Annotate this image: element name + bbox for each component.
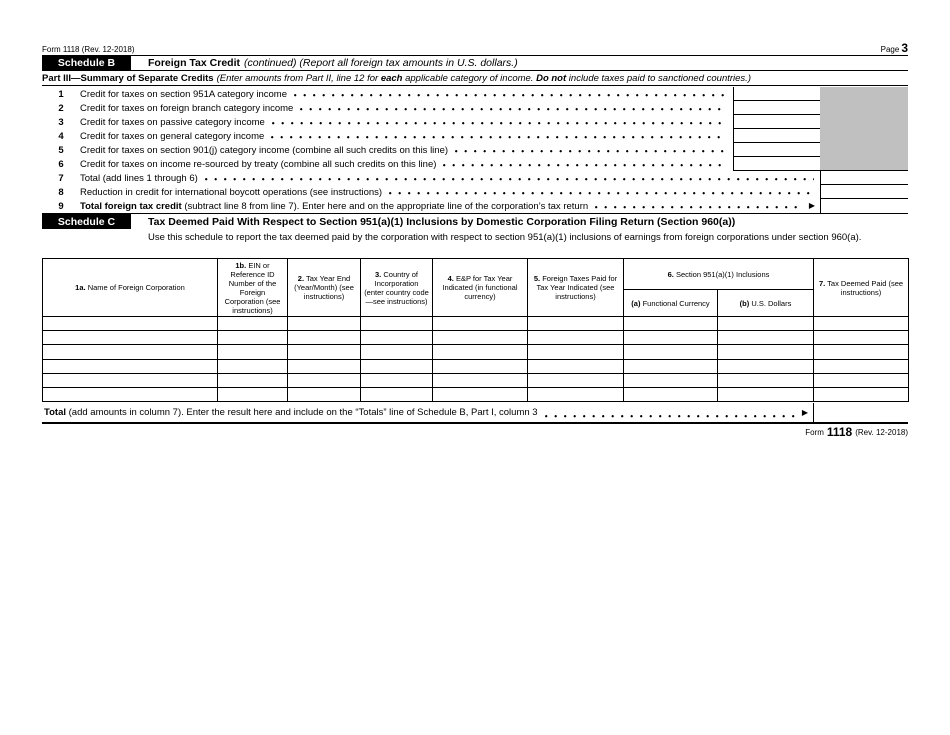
schedule-c-header — [42, 213, 908, 229]
line-number: 7 — [58, 172, 64, 184]
table-cell[interactable] — [288, 345, 361, 359]
page-word: Page — [880, 45, 900, 54]
table-cell[interactable] — [814, 317, 909, 331]
footer-form-word: Form — [805, 428, 824, 437]
line-6-amount-field[interactable] — [733, 157, 820, 171]
schedule-c-title — [131, 214, 735, 229]
line-5-amount-field[interactable] — [733, 143, 820, 157]
table-cell[interactable] — [433, 331, 528, 345]
table-cell[interactable] — [624, 373, 718, 387]
line-1-row — [42, 87, 908, 101]
schedule-c-total-row — [42, 403, 908, 424]
col-header-country-of-incorporation: 3. Country of Incorporation (enter country code—see instructions) — [361, 259, 433, 317]
line-1-amount-field[interactable] — [733, 87, 820, 101]
table-cell[interactable] — [624, 317, 718, 331]
table-row — [43, 373, 909, 387]
table-cell[interactable] — [624, 359, 718, 373]
table-cell[interactable] — [361, 359, 433, 373]
dotted-leader — [294, 94, 727, 97]
table-cell[interactable] — [433, 387, 528, 401]
schedule-b-bar: Schedule B — [42, 56, 131, 70]
table-cell[interactable] — [814, 345, 909, 359]
table-cell[interactable] — [624, 331, 718, 345]
total-amount-field[interactable] — [813, 403, 908, 422]
line-number: 6 — [58, 158, 64, 170]
table-cell[interactable] — [528, 387, 624, 401]
table-cell[interactable] — [218, 387, 288, 401]
table-row — [43, 331, 909, 345]
table-cell[interactable] — [288, 331, 361, 345]
schedule-b-lines — [42, 87, 908, 213]
right-arrow-icon: ▶ — [801, 407, 808, 417]
line-number: 1 — [58, 88, 64, 100]
table-cell[interactable] — [433, 317, 528, 331]
col-header-name-of-foreign-corporation: 1a. Name of Foreign Corporation — [43, 259, 218, 317]
col-header-us-dollars: (b) U.S. Dollars — [718, 290, 814, 317]
table-cell[interactable] — [43, 373, 218, 387]
table-cell[interactable] — [433, 373, 528, 387]
dotted-leader — [300, 108, 727, 111]
col-header-functional-currency: (a) Functional Currency — [624, 290, 718, 317]
line-label: Credit for taxes on section 901(j) category income (combine all such credits on this line) — [80, 144, 449, 156]
table-cell[interactable] — [43, 331, 218, 345]
dotted-leader — [271, 136, 727, 139]
line-3-row — [42, 115, 908, 129]
dotted-leader — [545, 415, 796, 418]
dotted-leader — [595, 206, 803, 209]
table-cell[interactable] — [528, 373, 624, 387]
table-cell[interactable] — [814, 359, 909, 373]
page-footer — [805, 427, 908, 437]
line-5-row — [42, 143, 908, 157]
table-row — [43, 387, 909, 401]
line-4-amount-field[interactable] — [733, 129, 820, 143]
page-number — [881, 43, 908, 54]
dotted-leader — [205, 178, 814, 181]
table-cell[interactable] — [361, 373, 433, 387]
schedule-b-title-text: Foreign Tax Credit — [148, 57, 240, 69]
line-8-row — [42, 185, 908, 199]
line-label: Total foreign tax credit (subtract line 8 from line 7). Enter here and on the appropriate line of the corporation’s tax return — [80, 200, 589, 212]
table-cell[interactable] — [718, 331, 814, 345]
dotted-leader — [272, 122, 727, 125]
footer-revision: (Rev. 12-2018) — [855, 428, 908, 437]
table-cell[interactable] — [361, 345, 433, 359]
line-label: Credit for taxes on foreign branch category income — [80, 102, 294, 114]
form-revision-reference: Form 1118 (Rev. 12-2018) — [42, 45, 135, 54]
table-cell[interactable] — [288, 387, 361, 401]
schedule-c-table-body — [43, 317, 909, 402]
table-cell[interactable] — [218, 317, 288, 331]
table-cell[interactable] — [433, 359, 528, 373]
col-header-foreign-taxes-paid: 5. Foreign Taxes Paid for Tax Year Indicated (see instructions) — [528, 259, 624, 317]
line-number: 8 — [58, 186, 64, 198]
line-label: Total (add lines 1 through 6) — [80, 172, 198, 184]
line-number: 3 — [58, 116, 64, 128]
table-row — [43, 345, 909, 359]
dotted-leader — [443, 164, 727, 167]
line-number: 9 — [58, 200, 64, 212]
col-header-ein-reference-id: 1b. EIN or Reference ID Number of the Foreign Corporation (see instructions) — [218, 259, 288, 317]
table-cell[interactable] — [528, 331, 624, 345]
line-2-amount-field[interactable] — [733, 101, 820, 115]
table-cell[interactable] — [528, 317, 624, 331]
line-7-amount-field[interactable] — [820, 171, 908, 185]
right-arrow-icon: ▶ — [808, 201, 815, 211]
schedule-c-instructions: Use this schedule to report the tax deemed paid by the corporation with respect to section 951(a)(1) inclusions of earnings from foreign corporations under section 960(a). — [148, 232, 862, 243]
table-cell[interactable] — [218, 331, 288, 345]
table-cell[interactable] — [218, 373, 288, 387]
table-cell[interactable] — [288, 317, 361, 331]
table-cell[interactable] — [718, 317, 814, 331]
schedule-c-bar: Schedule C — [42, 214, 131, 229]
table-cell[interactable] — [361, 331, 433, 345]
table-cell[interactable] — [288, 359, 361, 373]
table-cell[interactable] — [288, 373, 361, 387]
table-cell[interactable] — [528, 359, 624, 373]
table-cell[interactable] — [718, 373, 814, 387]
line-label: Credit for taxes on income re-sourced by treaty (combine all such credits on this line) — [80, 158, 437, 170]
table-cell[interactable] — [718, 359, 814, 373]
table-cell[interactable] — [218, 345, 288, 359]
table-cell[interactable] — [43, 317, 218, 331]
part-iii-note: (Enter amounts from Part II, line 12 for each applicable category of income. Do not include taxes paid to sanctioned countries.) — [216, 73, 751, 84]
table-cell[interactable] — [43, 387, 218, 401]
part-iii-heading-row — [42, 72, 908, 86]
line-number: 4 — [58, 130, 64, 142]
line-9-amount-field[interactable] — [820, 199, 908, 213]
dotted-leader — [455, 150, 727, 153]
schedule-c-title-text: Tax Deemed Paid With Respect to Section 951(a)(1) Inclusions by Domestic Corporation Filing Return (Section 960(a)) — [148, 215, 736, 228]
line-number: 5 — [58, 144, 64, 156]
table-cell[interactable] — [218, 359, 288, 373]
table-cell[interactable] — [43, 359, 218, 373]
line-4-row — [42, 129, 908, 143]
line-label: Credit for taxes on passive category income — [80, 116, 265, 128]
line-number: 2 — [58, 102, 64, 114]
table-cell[interactable] — [43, 345, 218, 359]
col-header-tax-year-end: 2. Tax Year End (Year/Month) (see instructions) — [288, 259, 361, 317]
col-header-tax-deemed-paid: 7. Tax Deemed Paid (see instructions) — [814, 259, 909, 317]
table-cell[interactable] — [814, 373, 909, 387]
table-row — [43, 359, 909, 373]
schedule-b-title — [131, 56, 518, 70]
total-line-label: Total (add amounts in column 7). Enter the result here and include on the “Totals” line of Schedule B, Part I, column 3 — [44, 407, 538, 418]
line-2-row — [42, 101, 908, 115]
line-3-amount-field[interactable] — [733, 115, 820, 129]
table-cell[interactable] — [361, 317, 433, 331]
part-iii-heading: Part III—Summary of Separate Credits — [42, 73, 214, 84]
table-row — [43, 317, 909, 331]
col-header-ep-for-tax-year: 4. E&P for Tax Year Indicated (in functional currency) — [433, 259, 528, 317]
table-cell[interactable] — [718, 345, 814, 359]
table-cell[interactable] — [814, 331, 909, 345]
table-cell[interactable] — [528, 345, 624, 359]
footer-form-number: 1118 — [826, 425, 853, 439]
table-cell[interactable] — [624, 345, 718, 359]
table-cell[interactable] — [624, 387, 718, 401]
table-cell[interactable] — [433, 345, 528, 359]
schedule-b-title-note: (continued) (Report all foreign tax amounts in U.S. dollars.) — [243, 57, 518, 69]
line-6-row — [42, 157, 908, 171]
table-cell[interactable] — [718, 387, 814, 401]
line-7-row — [42, 171, 908, 185]
line-9-row — [42, 199, 908, 213]
line-label: Credit for taxes on section 951A category income — [80, 88, 288, 100]
schedule-c-table — [42, 258, 909, 402]
line-label: Credit for taxes on general category income — [80, 130, 265, 142]
schedule-b-header — [42, 55, 908, 71]
page-number-value: 3 — [901, 41, 908, 55]
line-label: Reduction in credit for international boycott operations (see instructions) — [80, 186, 383, 198]
page-header — [42, 40, 908, 54]
table-cell[interactable] — [814, 387, 909, 401]
dotted-leader — [389, 192, 814, 195]
col-header-section-951a1-inclusions: 6. Section 951(a)(1) Inclusions — [624, 259, 814, 290]
line-8-amount-field[interactable] — [820, 185, 908, 199]
table-cell[interactable] — [361, 387, 433, 401]
